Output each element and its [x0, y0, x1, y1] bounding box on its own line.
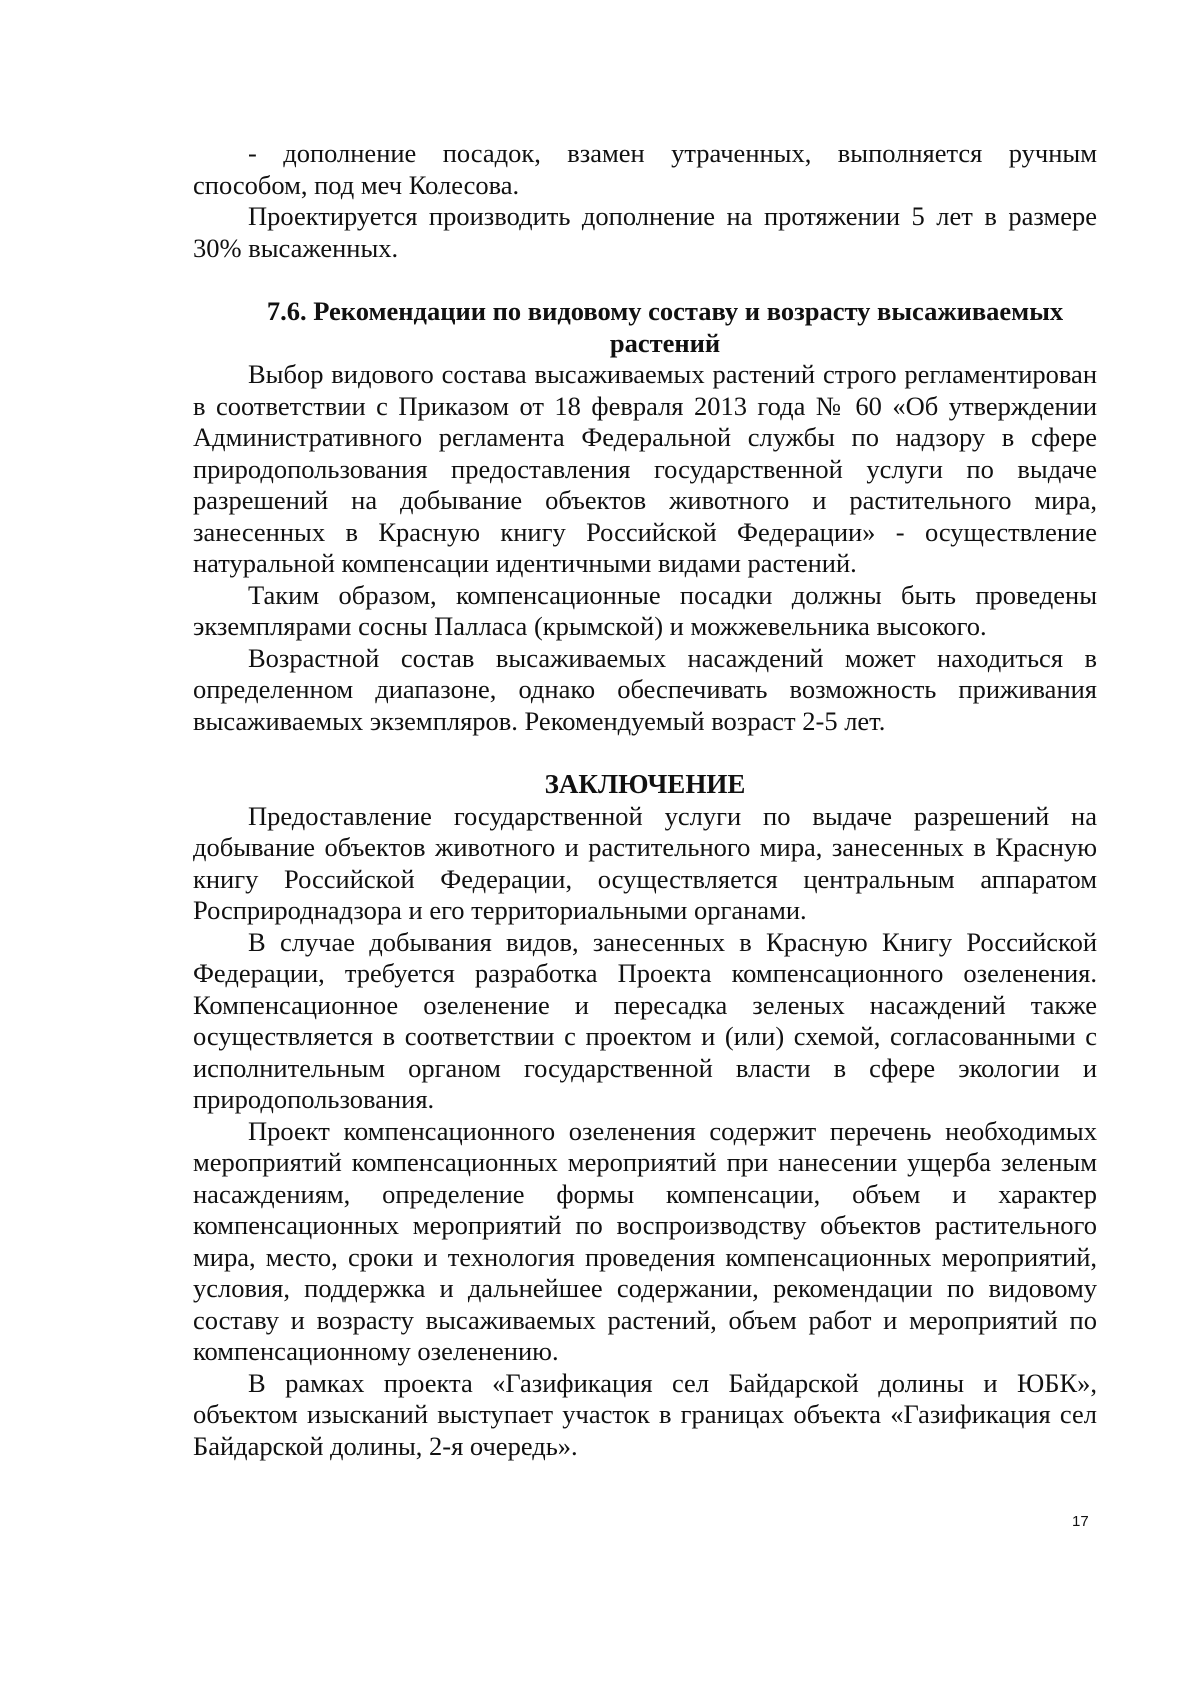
paragraph-planting-supplement: - дополнение посадок, взамен утраченных, выполняется ручным способом, под меч Колесова. — [193, 138, 1097, 200]
document-body — [193, 138, 1097, 1462]
paragraph-state-service: Предоставление государственной услуги по выдаче разрешений на добывание объектов животного и растительного мира, занесенных в Красную книгу Российской Федерации, осуществляется центральным аппаратом Росприроднадзора и его территориальными органами. — [193, 800, 1097, 925]
paragraph-red-book-species: В случае добывания видов, занесенных в Красную Книгу Российской Федерации, требуется разработка Проекта компенсационного озеленения. Компенсационное озеленение и пересадка зеленых насаждений также осуществляется в соответствии с проектом и (или) схемой, согласованными с исполнительным органом государственной власти в сфере экологии и природопользования. — [193, 926, 1097, 1114]
page-number: 17 — [1072, 1513, 1089, 1530]
paragraph-project-contents: Проект компенсационного озеленения содержит перечень необходимых мероприятий компенсационных мероприятий при нанесении ущерба зеленым насаждениям, определение формы компенсации, объем и характер компенсационных мероприятий по воспроизводству объектов растительного мира, место, сроки и технология проведения компенсационных мероприятий, условия, поддержка и дальнейшее содержании, рекомендации по видовому составу и возрасту высаживаемых растений, объем работ и мероприятий по компенсационному озеленению. — [193, 1115, 1097, 1366]
paragraph-age-composition: Возрастной состав высаживаемых насаждений может находиться в определенном диапазоне, однако обеспечивать возможность приживания высаживаемых экземпляров. Рекомендуемый возраст 2-5 лет. — [193, 642, 1097, 736]
paragraph-gasification-project: В рамках проекта «Газификация сел Байдарской долины и ЮБК», объектом изысканий выступает участок в границах объекта «Газификация сел Байдарской долины, 2-я очередь». — [193, 1367, 1097, 1461]
paragraph-species-selection: Выбор видового состава высаживаемых растений строго регламентирован в соответствии с Приказом от 18 февраля 2013 года № 60 «Об утверждении Административного регламента Федеральной службы по надзору в сфере природопользования предоставления государственной услуги по выдаче разрешений на добывание объектов животного и растительного мира, занесенных в Красную книгу Российской Федерации» - осуществление натуральной компенсации идентичными видами растений. — [193, 359, 1097, 578]
paragraph-supplement-duration: Проектируется производить дополнение на протяжении 5 лет в размере 30% высаженных. — [193, 201, 1097, 263]
paragraph-compensation-plantings: Таким образом, компенсационные посадки должны быть проведены экземплярами сосны Палласа (крымской) и можжевельника высокого. — [193, 579, 1097, 641]
section-heading-7-6: 7.6. Рекомендации по видовому составу и возрасту высаживаемых растений — [266, 296, 1064, 358]
conclusion-heading: ЗАКЛЮЧЕНИЕ — [544, 769, 746, 799]
